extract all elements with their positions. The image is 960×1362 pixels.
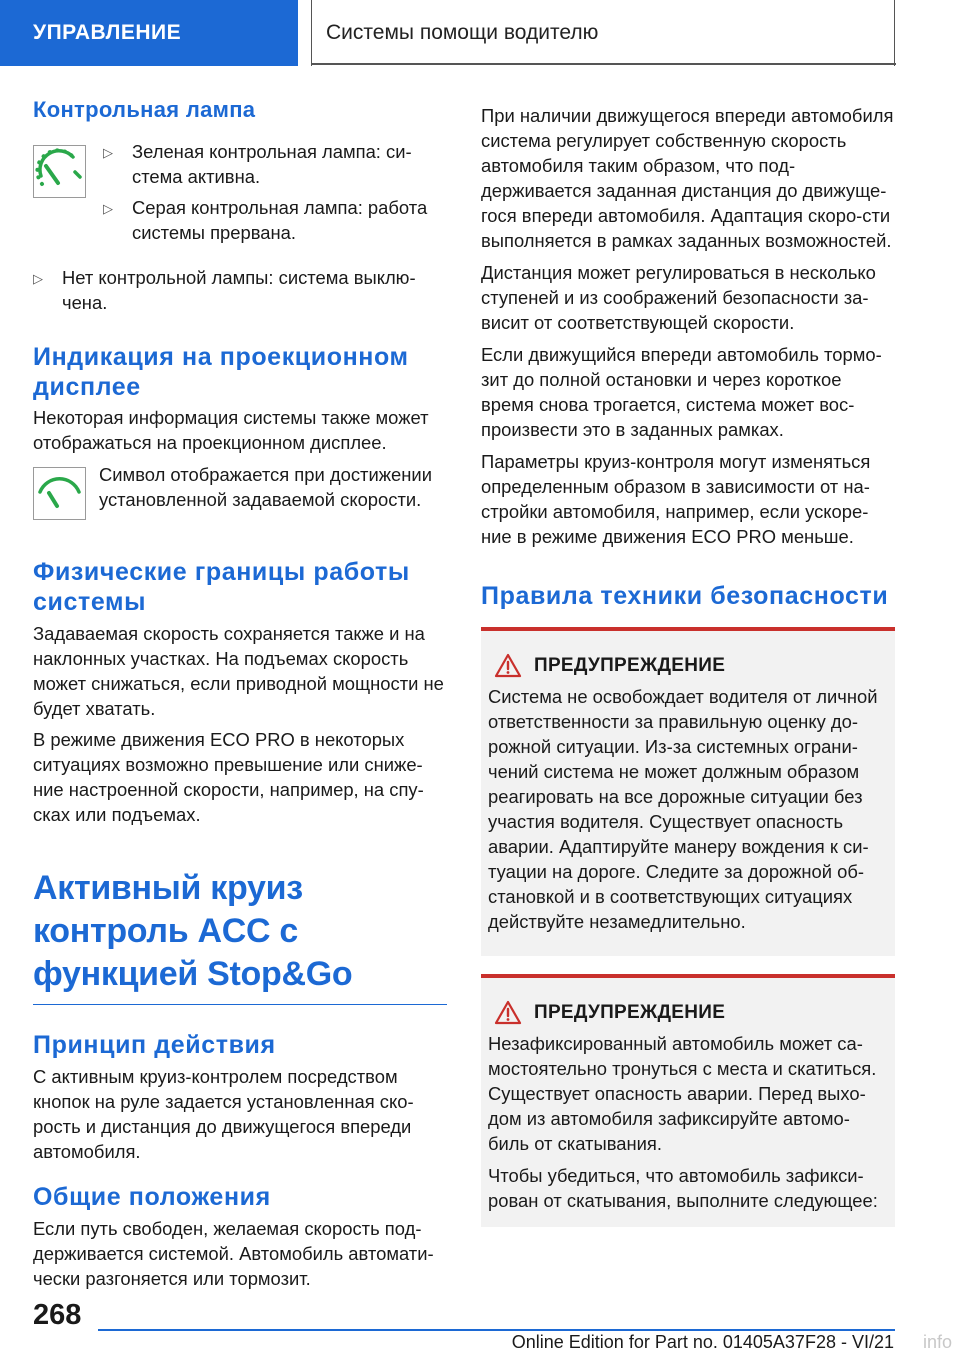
limits-paragraph-1: Задаваемая скорость сохраняется также и на наклонных участках. На подъемах скорость может снижаться, если приводной мощности не будет хватать. — [33, 623, 444, 719]
indicator-lamp-heading: Контрольная лампа — [33, 97, 256, 122]
header-right-divider — [894, 0, 895, 66]
cruise-speedometer-green-icon — [33, 145, 86, 198]
hud-symbol-text: Символ отображается при достижении установленной задаваемой скорости. — [99, 464, 432, 510]
warning-text: Незафиксированный автомобиль может са-мостоятельно тронуться с места и скатиться. Существует опасность аварии. Перед выхо-дом из автомобиля зафиксируйте автомо-биль от скатывания. — [488, 1033, 877, 1154]
warning-header — [488, 1000, 887, 1025]
triangle-bullet-icon: ▷ — [33, 271, 43, 286]
indicator-lamp-list — [103, 139, 447, 251]
list-item: ▷ Зеленая контрольная лампа: си-стема активна. — [103, 141, 412, 187]
principle-text: С активным круиз-контролем посредством кнопок на руле задается установленная ско-рость и дистанция до движущегося впереди автомобиля. — [33, 1066, 414, 1162]
page-number: 268 — [33, 1299, 82, 1331]
right-paragraph-4: Параметры круиз-контроля могут изменяться определенным образом в зависимости от на-стройки автомобиля, например, если ускоре-ние в режиме движения ECO PRO меньше. — [481, 451, 871, 547]
triangle-bullet-icon: ▷ — [103, 145, 113, 160]
right-column — [481, 103, 895, 1227]
main-title: Активный круиз контроль ACC с функцией Stop&Go — [33, 869, 353, 993]
left-column — [33, 95, 447, 1291]
chapter-title: Системы помощи водителю — [326, 21, 599, 44]
safety-heading: Правила техники безопасности — [481, 582, 889, 610]
title-underline — [33, 1004, 447, 1005]
page-header — [0, 0, 960, 66]
warning-title: ПРЕДУПРЕЖДЕНИЕ — [534, 654, 726, 676]
hud-speed-symbol-icon — [33, 467, 86, 520]
principle-heading: Принцип действия — [33, 1031, 276, 1059]
general-text: Если путь свободен, желаемая скорость под-держивается системой. Автомобиль автомати-чески разгоняется или тормозит. — [33, 1218, 434, 1289]
list-item: ▷ Нет контрольной лампы: система выклю-чена. — [33, 267, 416, 313]
general-heading: Общие положения — [33, 1183, 271, 1211]
list-item: ▷ Серая контрольная лампа: работа системы прервана. — [103, 197, 428, 243]
hud-symbol-row — [33, 464, 447, 525]
right-paragraph-1: При наличии движущегося впереди автомобиля система регулирует собственную скорость автомобиля таким образом, что под-держивается заданная дистанция до движуще-гося впереди автомобиля. Адаптация скоро-сти выполняется в рамках заданных возможностей. — [481, 105, 894, 251]
warning-text: Система не освобождает водителя от личной ответственности за правильную оценку до-рожной ситуации. Из-за системных ограни-чений система не может должным образом реагировать на все дорожные ситуации без участия водителя. Существует опасность аварии. Адаптируйте манеру вождения к си-туации на дороге. Следите за дорожной об-становкой и в соответствующих ситуациях действуйте незамедлительно. — [488, 686, 878, 932]
warning-title: ПРЕДУПРЕЖДЕНИЕ — [534, 1001, 726, 1023]
warning-box — [481, 974, 895, 1227]
right-paragraph-2: Дистанция может регулироваться в несколько ступеней и из соображений безопасности за-висит от соответствующей скорости. — [481, 262, 876, 333]
warning-header — [488, 653, 887, 678]
watermark: info — [922, 1332, 952, 1352]
warning-text: Чтобы убедиться, что автомобиль зафикси-рован от скатывания, выполните следующее: — [488, 1165, 878, 1211]
limits-paragraph-2: В режиме движения ECO PRO в некоторых ситуациях возможно превышение или сниже-ние настроенной скорости, например, на спу-сках или подъемах. — [33, 729, 424, 825]
header-underline — [311, 63, 896, 65]
hud-heading: Индикация на проекционном дисплее — [33, 343, 409, 401]
hud-text: Некоторая информация системы также может отображаться на проекционном дисплее. — [33, 407, 429, 453]
warning-triangle-icon — [494, 1000, 522, 1025]
edition-note: Online Edition for Part no. 01405A37F28 - VI/21 — [511, 1332, 894, 1352]
indicator-lamp-section — [33, 95, 447, 265]
section-tab: УПРАВЛЕНИЕ — [0, 0, 298, 66]
limits-heading: Физические границы работы системы — [33, 558, 410, 616]
header-divider — [311, 0, 312, 66]
warning-triangle-icon — [494, 653, 522, 678]
right-paragraph-3: Если движущийся впереди автомобиль тормо-зит до полной остановки и через короткое время снова трогается, система может вос-произвести это в заданных рамках. — [481, 344, 882, 440]
footer-rule — [98, 1329, 895, 1331]
triangle-bullet-icon: ▷ — [103, 201, 113, 216]
warning-box — [481, 627, 895, 956]
